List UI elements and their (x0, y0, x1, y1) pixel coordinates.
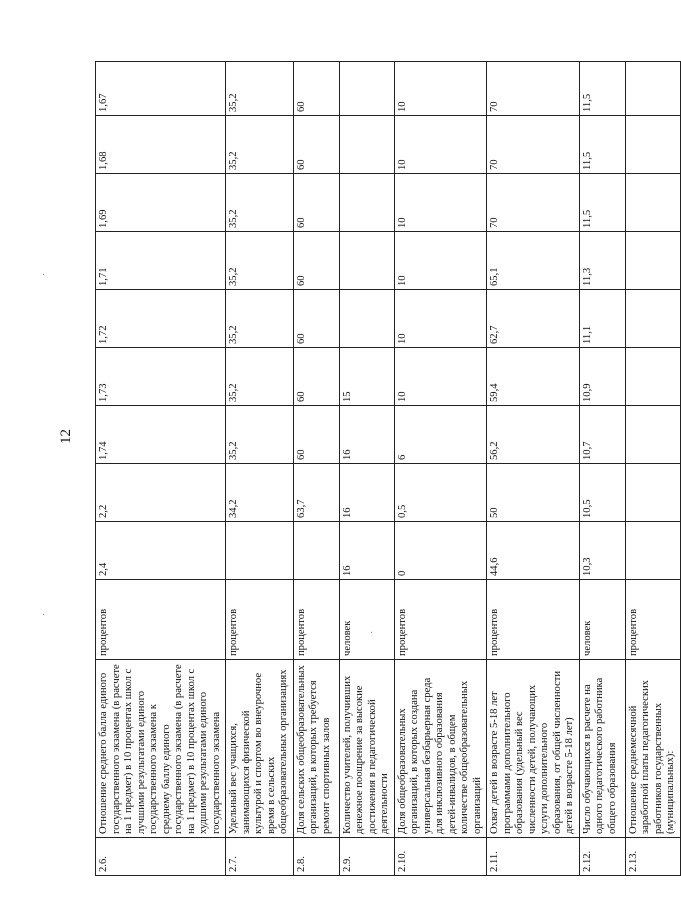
indicator-name: Отношение среднего балла единого государственного экзамена (в расчете на 1 предмет) в 10 процентах школ с лучшими результатами единого государственного экзамена к среднему баллу единого государственного экзамена (в расчете на 1 предмет) в 10 процентах школ с худшими результатами единого государственного экзамена (96, 660, 226, 838)
value-cell (339, 62, 394, 116)
indicators-table-wrapper (95, 64, 676, 876)
unit-cell: процентов (293, 580, 339, 660)
value-cell: 11,5 (579, 62, 625, 116)
unit-cell: процентов (394, 580, 487, 660)
value-cell: 35,2 (226, 406, 294, 464)
value-cell: 59,4 (487, 348, 580, 406)
value-cell (625, 290, 680, 348)
value-cell: 10,9 (579, 348, 625, 406)
value-cell: 1,72 (96, 290, 226, 348)
value-cell: 11,5 (579, 174, 625, 232)
row-number: 2.10. (394, 838, 487, 876)
value-cell (339, 174, 394, 232)
row-number: 2.9. (339, 838, 394, 876)
table-row (394, 62, 487, 876)
table-row (96, 62, 226, 876)
value-cell: 16 (339, 406, 394, 464)
value-cell (339, 116, 394, 174)
indicator-name: Отношение среднемесячной заработной платы педагогических работников государственных (муниципальных): (625, 660, 680, 838)
value-cell: 65,1 (487, 232, 580, 290)
value-cell: 60 (293, 174, 339, 232)
value-cell: 11,3 (579, 232, 625, 290)
value-cell: 1,69 (96, 174, 226, 232)
value-cell (625, 464, 680, 522)
value-cell: 10 (394, 116, 487, 174)
value-cell (625, 62, 680, 116)
value-cell: 60 (293, 348, 339, 406)
indicator-name: Доля общеобразовательных организаций, в которых создана универсальная безбарьерная среда для инклюзивного образования детей-инвалидов, в общем количестве общеобразовательных организаций (394, 660, 487, 838)
value-cell (625, 406, 680, 464)
value-cell: 44,6 (487, 522, 580, 580)
value-cell: 70 (487, 174, 580, 232)
row-number: 2.6. (96, 838, 226, 876)
table-row (625, 62, 680, 876)
value-cell: 35,2 (226, 116, 294, 174)
value-cell: 10 (394, 290, 487, 348)
value-cell: 0,5 (394, 464, 487, 522)
value-cell: 35,2 (226, 174, 294, 232)
indicator-name: Количество учителей, получивших денежное поощрение за высокие достижения в педагогической деятельности (339, 660, 394, 838)
unit-cell: процентов (487, 580, 580, 660)
value-cell: 34,2 (226, 464, 294, 522)
unit-cell: процентов (625, 580, 680, 660)
value-cell: 16 (339, 522, 394, 580)
indicators-table (95, 61, 681, 876)
value-cell: 1,74 (96, 406, 226, 464)
scan-speck: · (42, 270, 46, 281)
value-cell: 60 (293, 232, 339, 290)
value-cell (625, 232, 680, 290)
indicator-name: Число обучающихся в расчете на одного педагогического работника общего образования (579, 660, 625, 838)
value-cell: 50 (487, 464, 580, 522)
value-cell: 10 (394, 174, 487, 232)
value-cell: 6 (394, 406, 487, 464)
row-number: 2.13. (625, 838, 680, 876)
value-cell (625, 174, 680, 232)
value-cell: 0 (394, 522, 487, 580)
value-cell: 60 (293, 116, 339, 174)
value-cell: 10,3 (579, 522, 625, 580)
indicator-name: Охват детей в возрасте 5-18 лет программами дополнительного образования (удельный вес численности детей, получающих услуги дополнительного образования, от общей численности детей в возрасте 5-18 лет) (487, 660, 580, 838)
value-cell: 1,73 (96, 348, 226, 406)
row-number: 2.7. (226, 838, 294, 876)
value-cell: 10 (394, 232, 487, 290)
scan-speck: · (370, 628, 374, 639)
value-cell: 15 (339, 348, 394, 406)
value-cell: 60 (293, 290, 339, 348)
value-cell: 35,2 (226, 290, 294, 348)
table-row (579, 62, 625, 876)
value-cell: 1,68 (96, 116, 226, 174)
value-cell: 60 (293, 406, 339, 464)
value-cell: 56,2 (487, 406, 580, 464)
value-cell: 10,5 (579, 464, 625, 522)
value-cell: 1,67 (96, 62, 226, 116)
value-cell (625, 348, 680, 406)
value-cell (339, 290, 394, 348)
value-cell: 10 (394, 62, 487, 116)
value-cell (339, 232, 394, 290)
page-number: 12 (58, 429, 74, 444)
value-cell: 63,7 (293, 464, 339, 522)
value-cell: 35,2 (226, 232, 294, 290)
value-cell: 16 (339, 464, 394, 522)
value-cell: 60 (293, 62, 339, 116)
value-cell: 35,2 (226, 62, 294, 116)
unit-cell: человек (339, 580, 394, 660)
value-cell: 2,2 (96, 464, 226, 522)
value-cell: 70 (487, 62, 580, 116)
value-cell: 1,71 (96, 232, 226, 290)
value-cell: 10,7 (579, 406, 625, 464)
value-cell: 35,2 (226, 348, 294, 406)
indicator-name: Доля сельских общеобразовательных организаций, в которых требуется ремонт спортивных залов (293, 660, 339, 838)
value-cell (293, 522, 339, 580)
value-cell: 10 (394, 348, 487, 406)
value-cell: 11,5 (579, 116, 625, 174)
scan-speck: · (42, 610, 46, 621)
unit-cell: процентов (226, 580, 294, 660)
table-row (226, 62, 294, 876)
row-number: 2.11. (487, 838, 580, 876)
value-cell (625, 116, 680, 174)
unit-cell: человек (579, 580, 625, 660)
value-cell: 11,1 (579, 290, 625, 348)
table-row (293, 62, 339, 876)
value-cell: 62,7 (487, 290, 580, 348)
indicator-name: Удельный вес учащихся, занимающихся физической культурой и спортом во внеурочное время в сельских общеобразовательных организациях (226, 660, 294, 838)
value-cell (625, 522, 680, 580)
value-cell: 2,4 (96, 522, 226, 580)
table-row (487, 62, 580, 876)
unit-cell: процентов (96, 580, 226, 660)
value-cell (226, 522, 294, 580)
row-number: 2.8. (293, 838, 339, 876)
table-row (339, 62, 394, 876)
row-number: 2.12. (579, 838, 625, 876)
value-cell: 70 (487, 116, 580, 174)
